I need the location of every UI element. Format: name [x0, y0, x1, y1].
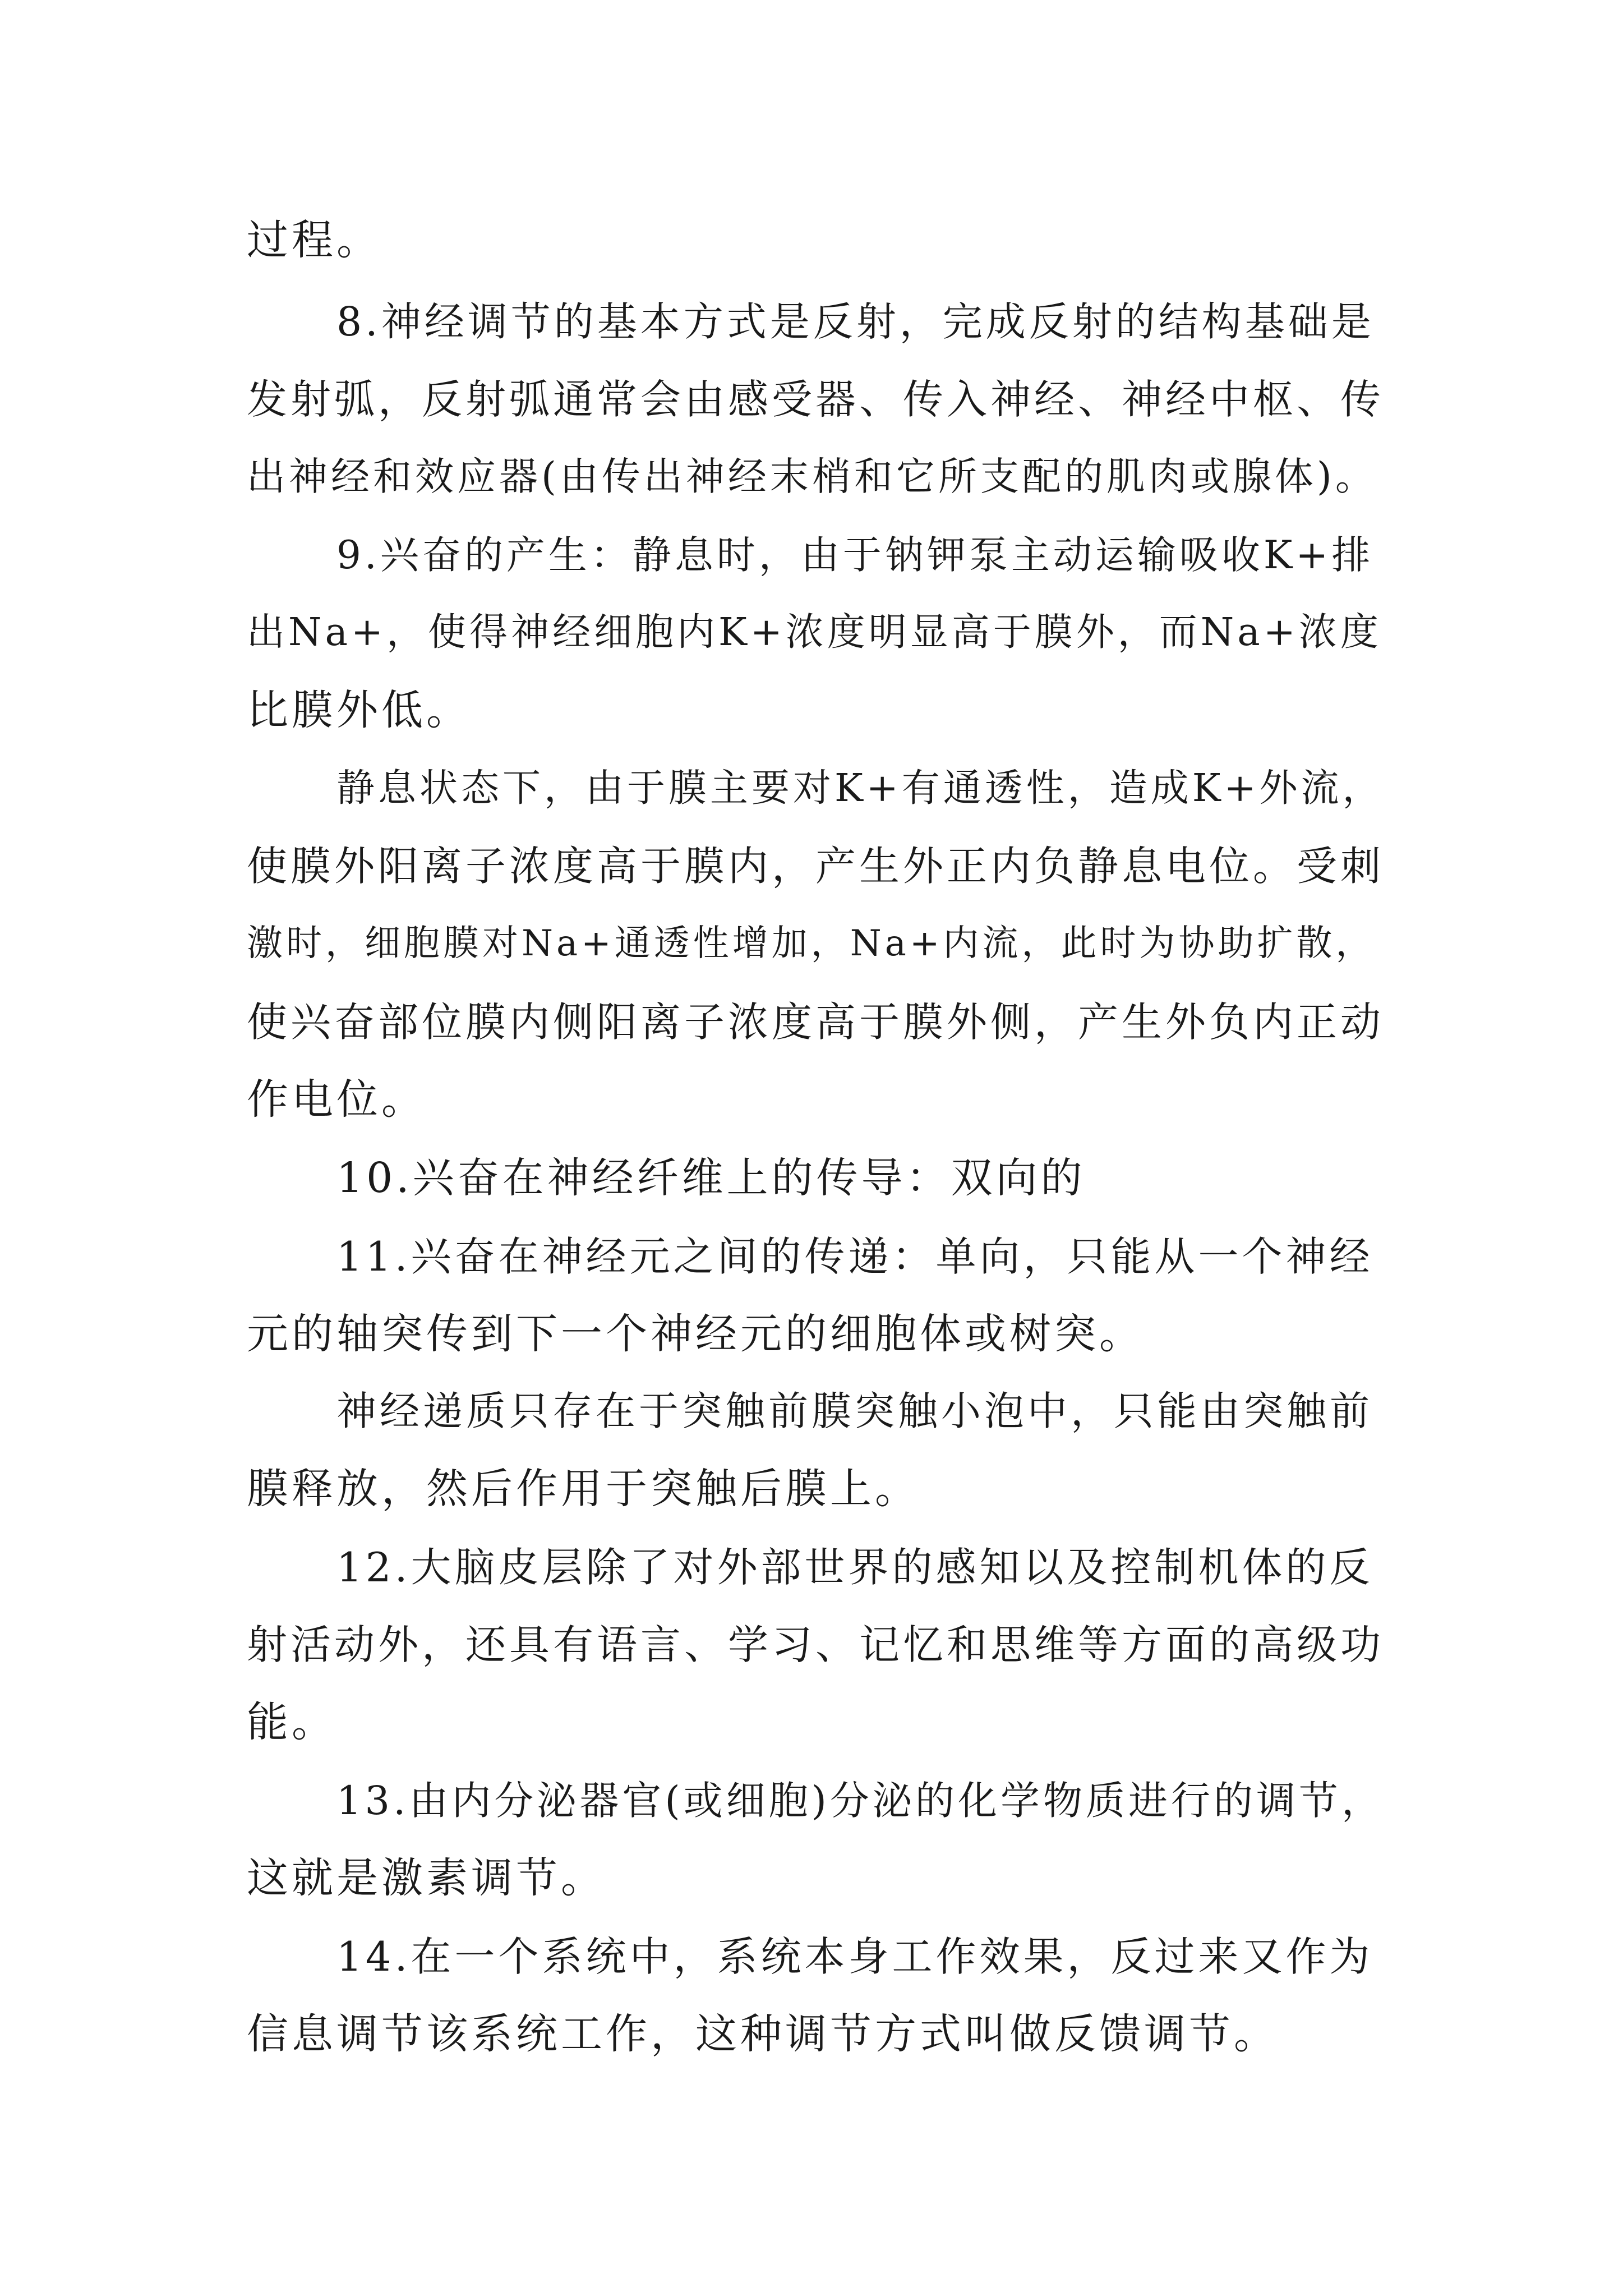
text-line: 作电位。	[247, 1075, 426, 1124]
text-line: 出神经和效应器(由传出神经末梢和它所支配的肌肉或腺体)。	[247, 454, 1377, 499]
text-line: 信息调节该系统工作，这种调节方式叫做反馈调节。	[247, 2010, 1279, 2058]
text-line: 8.神经调节的基本方式是反射，完成反射的结构基础是	[336, 298, 1375, 345]
text-line: 13.由内分泌器官(或细胞)分泌的化学物质进行的调节，	[336, 1778, 1384, 1824]
text-line: 神经递质只存在于突触前膜突触小泡中，只能由突触前	[336, 1388, 1373, 1434]
text-line: 12.大脑皮层除了对外部世界的感知以及控制机体的反	[336, 1544, 1373, 1591]
text-line: 发射弧，反射弧通常会由感受器、传入神经、神经中枢、传	[247, 376, 1385, 423]
text-line: 使兴奋部位膜内侧阳离子浓度高于膜外侧，产生外负内正动	[247, 999, 1385, 1046]
text-line: 出Na+，使得神经细胞内K+浓度明显高于膜外，而Na+浓度	[247, 610, 1382, 655]
text-line: 激时，细胞膜对Na+通透性增加，Na+内流，此时为协助扩散，	[247, 923, 1375, 964]
text-line: 这就是激素调节。	[247, 1854, 606, 1902]
text-line: 比膜外低。	[247, 686, 471, 734]
text-line: 能。	[247, 1698, 336, 1746]
text-line: 射活动外，还具有语言、学习、记忆和思维等方面的高级功	[247, 1621, 1385, 1668]
text-line: 过程。	[247, 216, 381, 264]
text-line: 使膜外阳离子浓度高于膜内，产生外正内负静息电位。受刺	[247, 843, 1385, 890]
text-line: 元的轴突传到下一个神经元的细胞体或树突。	[247, 1310, 1144, 1358]
text-line: 膜释放，然后作用于突触后膜上。	[247, 1465, 920, 1513]
text-line: 10.兴奋在神经纤维上的传导：双向的	[336, 1154, 1086, 1202]
text-line: 14.在一个系统中，系统本身工作效果，反过来又作为	[336, 1933, 1373, 1980]
text-line: 11.兴奋在神经元之间的传递：单向，只能从一个神经	[336, 1233, 1373, 1280]
text-line: 静息状态下，由于膜主要对K+有通透性，造成K+外流，	[336, 766, 1384, 811]
text-line: 9.兴奋的产生：静息时，由于钠钾泵主动运输吸收K+排	[336, 533, 1374, 578]
